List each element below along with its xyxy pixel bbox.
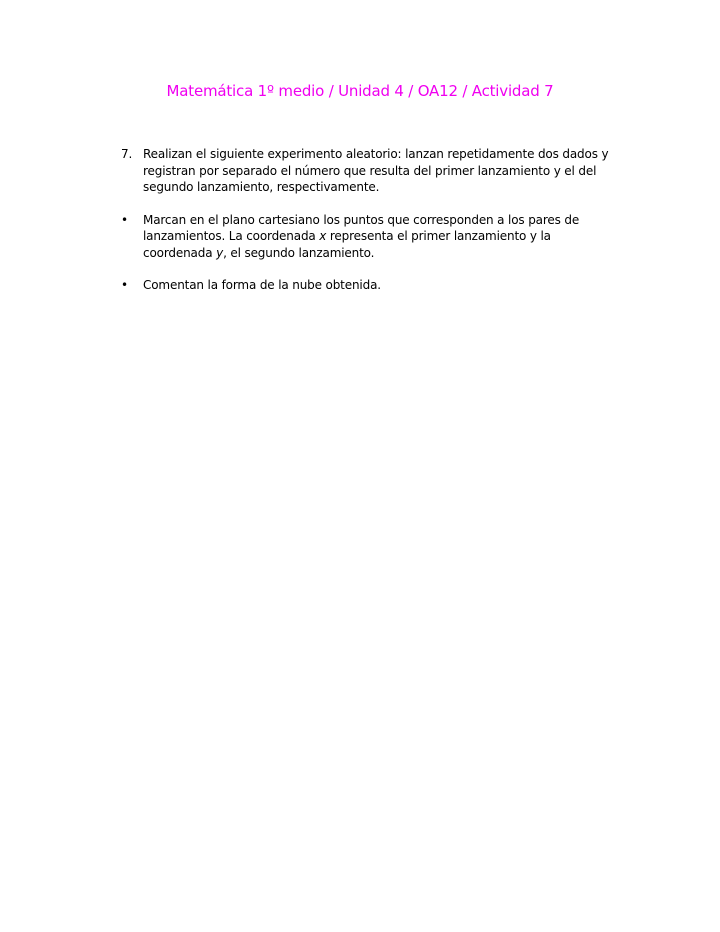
item-text-part1: Marcan en el plano cartesiano los puntos que corresponden a los pares de lanzamientos. La coordenada xyxy=(143,212,580,243)
variable-y: y xyxy=(216,245,224,260)
bullet-icon: • xyxy=(121,212,128,227)
activity-content xyxy=(118,146,618,310)
item-text-part3: , el segundo lanzamiento. xyxy=(223,245,375,260)
variable-x: x xyxy=(319,229,327,243)
activity-bullet-comment xyxy=(118,277,618,294)
activity-item-main xyxy=(118,146,618,196)
page-title: Matemática 1º medio / Unidad 4 / OA12 / Actividad 7 xyxy=(166,82,554,100)
activity-bullet-plot-points xyxy=(118,212,618,262)
bullet-icon: • xyxy=(121,278,128,292)
item-text: Comentan la forma de la nube obtenida. xyxy=(143,278,381,292)
item-text-part2: representa el primer lanzamiento y la coordenada xyxy=(143,229,551,260)
item-number: 7. xyxy=(121,147,133,161)
item-text: Realizan el siguiente experimento aleatorio: lanzan repetidamente dos dados y registran por separado el número que resulta del primer lanzamiento y el del segundo lanzamiento, respectivamente. xyxy=(143,147,609,194)
